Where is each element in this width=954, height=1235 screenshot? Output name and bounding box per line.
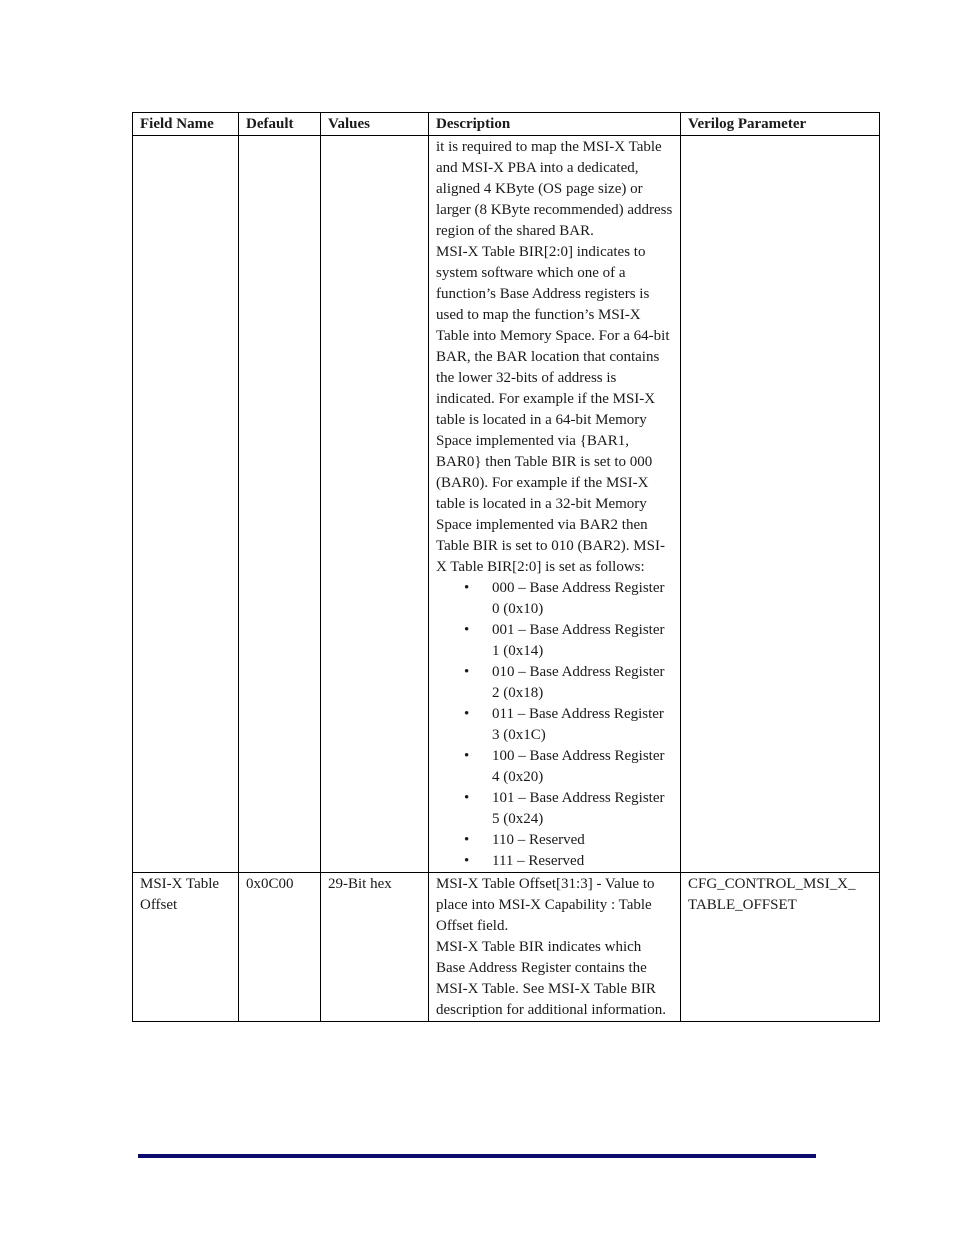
header-verilog-parameter: Verilog Parameter bbox=[681, 113, 880, 136]
header-values: Values bbox=[321, 113, 429, 136]
cell-description bbox=[429, 136, 681, 873]
description-paragraph: MSI-X Table BIR indicates which Base Address Register contains the MSI-X Table. See MSI-X Table BIR description for additional information. bbox=[436, 939, 666, 1018]
list-item: • 001 – Base Address Register 1 (0x14) bbox=[464, 620, 673, 662]
list-item: • 110 – Reserved bbox=[464, 830, 673, 851]
bir-encoding-list bbox=[436, 578, 673, 872]
list-item: • 010 – Base Address Register 2 (0x18) bbox=[464, 662, 673, 704]
list-item: • 011 – Base Address Register 3 (0x1C) bbox=[464, 704, 673, 746]
list-item: • 101 – Base Address Register 5 (0x24) bbox=[464, 788, 673, 830]
cell-values bbox=[321, 136, 429, 873]
table-row-msix-table-offset bbox=[133, 873, 880, 1022]
list-item: • 111 – Reserved bbox=[464, 851, 673, 872]
header-field-name: Field Name bbox=[133, 113, 239, 136]
register-field-table bbox=[132, 112, 880, 1022]
header-default: Default bbox=[239, 113, 321, 136]
description-paragraph: it is required to map the MSI-X Table and MSI-X PBA into a dedicated, aligned 4 KByte (OS page size) or larger (8 KByte recommended) address region of the shared BAR. bbox=[436, 139, 673, 239]
footer-rule bbox=[138, 1154, 816, 1158]
cell-values: 29-Bit hex bbox=[321, 873, 429, 1022]
cell-verilog-parameter bbox=[681, 136, 880, 873]
cell-default: 0x0C00 bbox=[239, 873, 321, 1022]
cell-field-name: MSI-X Table Offset bbox=[133, 873, 239, 1022]
table-header-row bbox=[133, 113, 880, 136]
description-paragraph: MSI-X Table BIR[2:0] indicates to system software which one of a function’s Base Address registers is used to map the function’s MSI-X Table into Memory Space. For a 64-bit BAR, the BAR location that contains the lower 32-bits of address is indicated. For example if the MSI-X table is located in a 64-bit Memory Space implemented via {BAR1, BAR0} then Table BIR is set to 000 (BAR0). For example if the MSI-X table is located in a 32-bit Memory Space implemented via BAR2 then Table BIR is set to 010 (BAR2). MSI-X Table BIR[2:0] is set as follows: bbox=[436, 244, 670, 575]
cell-verilog-parameter: CFG_CONTROL_MSI_X_ TABLE_OFFSET bbox=[681, 873, 880, 1022]
cell-field-name bbox=[133, 136, 239, 873]
list-item: • 100 – Base Address Register 4 (0x20) bbox=[464, 746, 673, 788]
table-row-bir-continuation bbox=[133, 136, 880, 873]
header-description: Description bbox=[429, 113, 681, 136]
list-item: • 000 – Base Address Register 0 (0x10) bbox=[464, 578, 673, 620]
cell-default bbox=[239, 136, 321, 873]
description-paragraph: MSI-X Table Offset[31:3] - Value to place into MSI-X Capability : Table Offset field. bbox=[436, 876, 655, 934]
cell-description bbox=[429, 873, 681, 1022]
